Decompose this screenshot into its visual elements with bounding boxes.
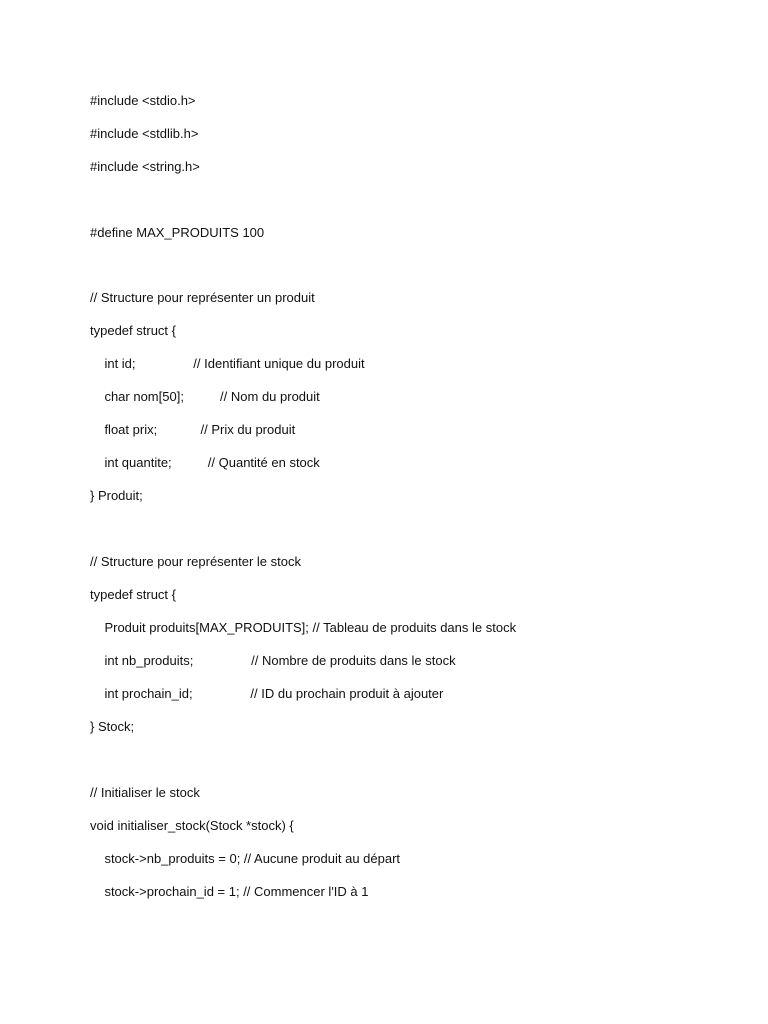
blank-line (90, 520, 728, 553)
code-line: Produit produits[MAX_PRODUITS]; // Tableau de produits dans le stock (90, 620, 517, 636)
code-line: int nb_produits; // Nombre de produits dans le stock (90, 653, 456, 669)
blank-line (90, 257, 728, 290)
code-line: stock->prochain_id = 1; // Commencer l'ID à 1 (90, 883, 369, 899)
code-comment-line: // Structure pour représenter un produit (90, 290, 315, 306)
code-line: float prix; // Prix du produit (90, 422, 296, 438)
code-line: } Produit; (90, 488, 143, 504)
blank-line (90, 751, 728, 784)
code-line: #include <string.h> (90, 159, 200, 174)
blank-line (90, 191, 728, 224)
code-document (90, 92, 728, 916)
code-line: typedef struct { (90, 323, 176, 339)
code-line: typedef struct { (90, 587, 176, 603)
code-line: stock->nb_produits = 0; // Aucune produit au départ (90, 850, 401, 866)
code-line: char nom[50]; // Nom du produit (90, 389, 320, 405)
code-line: #include <stdlib.h> (90, 126, 199, 141)
code-line: #include <stdio.h> (90, 93, 196, 108)
code-comment-line: // Structure pour représenter le stock (90, 554, 301, 570)
code-line: #define MAX_PRODUITS 100 (90, 224, 265, 240)
code-line: int id; // Identifiant unique du produit (90, 356, 365, 372)
code-line: int prochain_id; // ID du prochain produit à ajouter (90, 686, 444, 702)
code-line: } Stock; (90, 719, 135, 735)
code-line: int quantite; // Quantité en stock (90, 455, 320, 471)
code-comment-line: // Initialiser le stock (90, 784, 200, 800)
code-line: void initialiser_stock(Stock *stock) { (90, 817, 294, 833)
